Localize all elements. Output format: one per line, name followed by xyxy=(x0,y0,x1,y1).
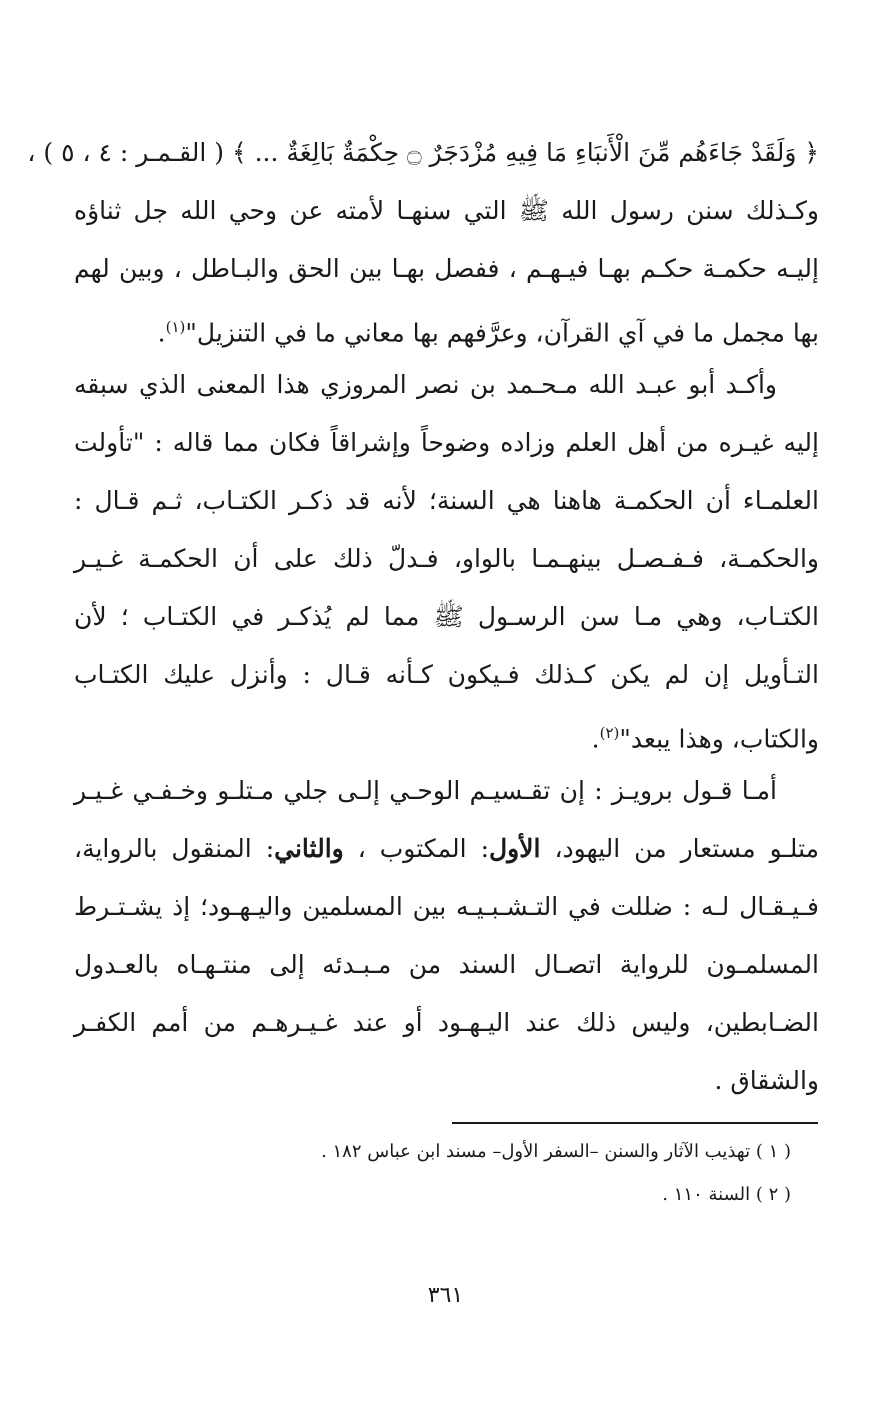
text-line: الكتـاب، وهي مـا سن الرسـول ﷺ مما لم يُذكـر في الكتـاب ؛ لأن xyxy=(74,602,819,631)
footnote-separator xyxy=(452,1122,818,1124)
text-segment: : المكتوب ، xyxy=(357,834,489,863)
text-line: إليه غيـره من أهل العلم وزاده وضوحاً وإشراقاً فكان مما قاله : "تأولت xyxy=(74,428,819,457)
page-number: ٣٦١ xyxy=(427,1283,464,1308)
text-segment: والكتاب، وهذا يبعد" xyxy=(619,724,819,754)
text-line: ﴿ وَلَقَدْ جَاءَهُم مِّنَ الْأَنبَاءِ مَا فِيهِ مُزْدَجَرٌ ۝ حِكْمَةٌ بَالِغَةٌ ... ﴾ ( القـمـر : ٤ ، ٥ ) ، xyxy=(27,138,819,167)
footnote-1: ( ١ ) تهذيب الآثار والسنن –السفر الأول– مسند ابن عباس ١٨٢ . xyxy=(321,1141,791,1162)
text-line: إليـه حكمـة حكـم بهـا فيـهـم ، ففصل بهـا بين الحق والبـاطل ، وبين لهم xyxy=(74,254,819,283)
text-line: المسلمـون للرواية اتصـال السند من مـبـدئه إلى منتـهـاه بالعـدول xyxy=(74,950,819,979)
text-line: وكـذلك سنن رسول الله ﷺ التي سنهـا لأمته عن وحي الله جل ثناؤه xyxy=(74,196,819,225)
text-line-with-footnote xyxy=(74,307,819,347)
text-segment: بها مجمل ما في آي القرآن، وعرَّفهم بها معاني ما في التنزيل" xyxy=(185,318,819,348)
text-line: وأكـد أبو عبـد الله مـحـمد بن نصر المروزي هذا المعنى الذي سبقه xyxy=(74,370,777,399)
text-line: العلمـاء أن الحكمـة هاهنا هي السنة؛ لأنه قد ذكـر الكتـاب، ثـم قـال : xyxy=(74,486,819,515)
text-line: التـأويل إن لم يكن كـذلك فـيكون كـأنه قـال : وأنزل عليك الكتـاب xyxy=(74,660,819,689)
text-segment: متلـو مستعار من اليهود، xyxy=(554,834,820,863)
text-segment: : المنقول بالرواية، xyxy=(74,834,275,863)
text-line-with-footnote xyxy=(74,713,819,753)
text-line: الضـابطين، وليس ذلك عند اليـهـود أو عند غـيـرهـم من أمم الكفـر xyxy=(74,1008,819,1037)
text-line: فـيـقـال لـه : ضللت في التـشـبـيـه بين المسلمين واليـهـود؛ إذ يشـتـرط xyxy=(74,892,819,921)
text-line: أمـا قـول برويـز : إن تقـسيـم الوحـي إلـى جلي مـتلـو وخـفـي غـيـر xyxy=(74,776,777,805)
text-segment: . xyxy=(157,318,166,348)
footnote-ref-2: (٢) xyxy=(599,724,620,742)
text-line: والحكمـة، فـفـصـل بينهـمـا بالواو، فـدلّ ذلك على أن الحكمـة غـيـر xyxy=(74,544,819,573)
footnote-2: ( ٢ ) السنة ١١٠ . xyxy=(662,1184,791,1205)
footnote-ref-1: (١) xyxy=(165,318,186,336)
text-segment: . xyxy=(591,724,600,754)
bold-term-second: والثاني xyxy=(274,834,344,863)
text-line: والشقاق . xyxy=(714,1066,819,1095)
bold-term-first: الأول xyxy=(489,834,541,863)
text-line-mixed xyxy=(74,829,819,869)
